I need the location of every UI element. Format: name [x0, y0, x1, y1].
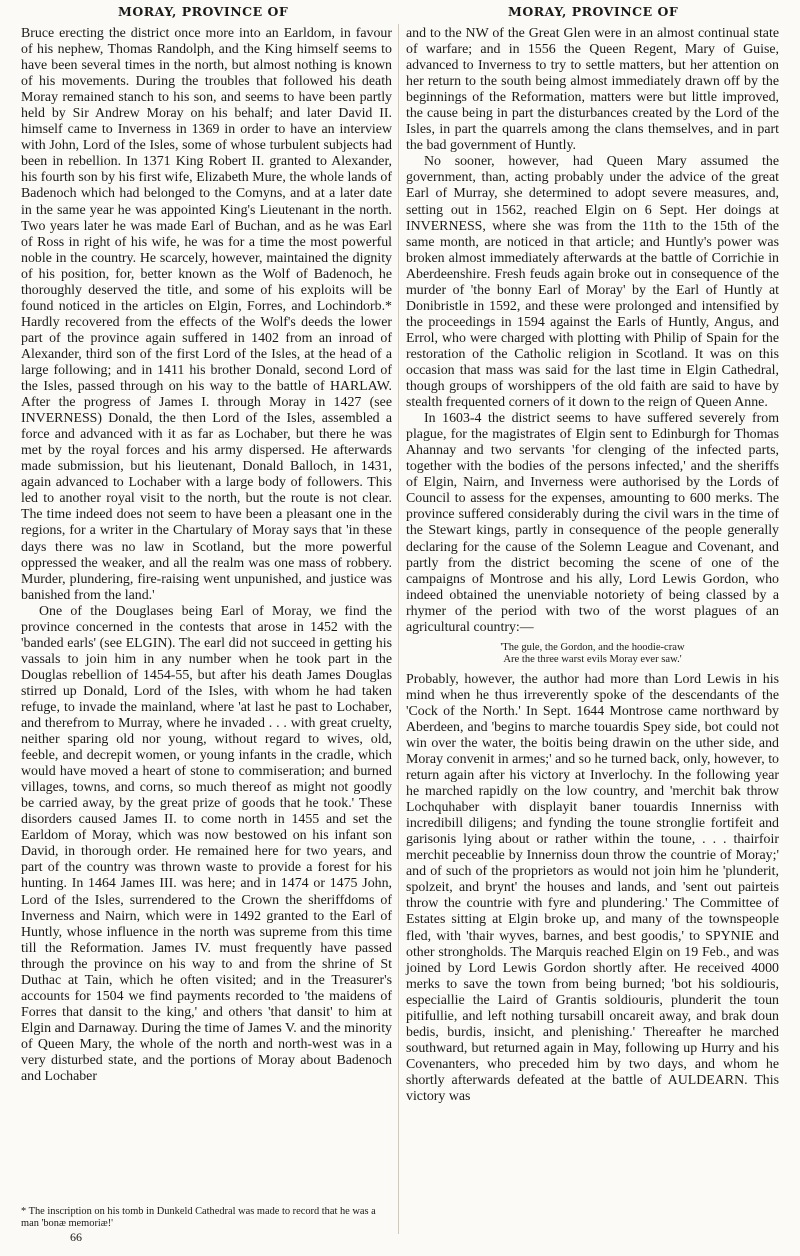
right-paragraph-2: No sooner, however, had Queen Mary assumed the government, than, acting probably under the advice of the great Earl of Murray, she determined to adopt severe measures, and, setting out in 1562, reached Elgin on 6 Sept. Her doings at INVERNESS, where she was from the 11th to the 15th of the same month, are noticed in that article; and Huntly's power was broken almost immediately afterwards at the battle of Corrichie in Aberdeenshire. Fresh feuds again broke out in consequence of the murder of 'the bonny Earl of Moray' by the Earl of Huntly at Donibristle in 1592, and these were prolonged and intensified by the proceedings in 1594 against the Earls of Huntly, Angus, and Errol, who were charged with plotting with Philip of Spain for the restoration of the Catholic religion in Scotland. It was on this occasion that mass was said for the last time in Elgin Cathedral, though groups of worshippers of the old faith are said to have by stealth frequented corners of it down to the reign of Queen Anne.	[406, 154, 779, 411]
footnote: * The inscription on his tomb in Dunkeld Cathedral was made to record that he was a man 'bonæ memoriæ!'	[21, 1206, 376, 1229]
right-column	[406, 26, 779, 1105]
right-paragraph-4: Probably, however, the author had more than Lord Lewis in his mind when he thus irreverently spoke of the descendants of the 'Cock of the North.' In Sept. 1644 Montrose came northward by Aberdeen, and 'begins to marche touardis Spey side, bot could not win over the water, the boitis being drawin on the uther side, and Moray convenit in armes;' and so he turned back, only, however, to return again after his victory at Inverlochy. In the following year he marched rapidly on the low country, and 'merchit bak throw Lochquhaber with displayit baner touardis Innerniss with incredibill diligens; and fynding the toune stronglie fortifeit and garisonis lying about or rather within the toune, . . . thairfoir merchit peceablie by Innerniss doun throw the countrie of Moray;' and of such of the proprietors as would not join him he 'plunderit, spolzeit, and brynt' the houses and lands, and 'sent out pairteis throw the countrie with fyre and plundering.' The Committee of Estates sitting at Elgin broke up, and many of the townspeople fled, with 'thair wyves, barnes, and best goodis,' to SPYNIE and other strongholds. The Marquis reached Elgin on 19 Feb., and was joined by Lord Lewis Gordon shortly after. He received 4000 merks to save the town from being burned; 'bot his soldiouris, especiallie the Laird of Grantis soldiouris, plunderit the toun pitifullie, and left nothing tursabill oncareit away, and brak doun bedis, burdis, insicht, and plenishing.' Thereafter he marched southward, but returned again in May, following up Hurry and his Covenanters, who preceded him by two days, and whom he shortly afterwards defeated at the battle of AULDEARN. This victory was	[406, 671, 779, 1104]
page-number: 66	[70, 1230, 82, 1244]
left-paragraph-1: Bruce erecting the district once more into an Earldom, in favour of his nephew, Thomas Randolph, and the King himself seems to have been several times in the north, but almost nothing is known of his movements. During the troubles that followed his death Moray remained stanch to his son, and seems to have been partly held by Sir Andrew Moray on his behalf; and later David II. himself came to Inverness in 1369 in order to have an interview with John, Lord of the Isles, some of whose turbulent subjects had been in rebellion. In 1371 King Robert II. granted to Alexander, his fourth son by his first wife, Elizabeth Mure, the whole lands of Badenoch which had belonged to the Comyns, and at a later date in the same year he was appointed King's Lieutenant in the north. Two years later he was made Earl of Buchan, and as he was Earl of Ross in right of his wife, he was for a time the most powerful noble in the country. He scarcely, however, maintained the dignity of his position, for, better known as the Wolf of Badenoch, he thoroughly deserved the title, and some of his exploits will be found noticed in the articles on Elgin, Forres, and Lochindorb.* Hardly recovered from the effects of the Wolf's deeds the lower part of the province again suffered in 1402 from an inroad of Alexander, third son of the first Lord of the Isles, at the head of a large following; and in 1411 his brother Donald, second Lord of the Isles, passed through on his way to the battle of HARLAW. After the progress of James I. through Moray in 1427 (see INVERNESS) Donald, the then Lord of the Isles, assembled a force and advanced with it as far as Lochaber, but there he was met by the royal forces and his army dispersed. He afterwards made submission, but his lieutenant, Donald Balloch, in 1431, again advanced to Lochaber with a large body of followers. This led to another royal visit to the north, but the route is not clear. The time indeed does not seem to have been a pleasant one in the regions, for a writer in the Chartulary of Moray says that 'in these days there was no law in Scotland, but the more powerful oppressed the weaker, and all the realm was one mass of robbery. Murder, plundering, fire-raising went unpunished, and justice was banished from the land.'	[21, 26, 392, 603]
verse-quote	[406, 642, 779, 666]
right-paragraph-3: In 1603-4 the district seems to have suffered severely from plague, for the magistrates of Elgin sent to Edinburgh for Thomas Ahannay and two servants 'for clenging of the infected parts, together with the bodies of the persons infected,' and the sheriffs of Elgin, Nairn, and Inverness were authorised by the Lords of Council to assess for the expenses, amounting to 600 merks. The province suffered considerably during the civil wars in the time of the Stewart kings, partly in consequence of the people generally declaring for the cause of the Solemn League and Covenant, and partly from the district becoming the scene of one of the campaigns of Montrose and his ally, Lord Lewis Gordon, who indeed obtained the unenviable notoriety of being classed by a rhymer of the period with two of the worst plagues of an agricultural country:—	[406, 411, 779, 635]
verse-line-1: 'The gule, the Gordon, and the hoodie-craw	[500, 641, 685, 653]
left-column	[21, 26, 392, 1085]
column-divider	[398, 24, 399, 1234]
left-paragraph-2: One of the Douglases being Earl of Moray, we find the province concerned in the contests that arose in 1452 with the 'banded earls' (see ELGIN). The earl did not succeed in getting his vassals to join him in any number when he took part in the Douglas rebellion of 1454-55, but after his death James Douglas stirred up Donald, Lord of the Isles, with whom he had taken refuge, to invade the mainland, where 'at last he past to Lochaber, and therefrom to Murray, where he invaded . . . with great cruelty, neither sparing old nor young, without regard to wives, old, feeble, and decrepit women, or young infants in the cradle, which would have moved a heart of stone to commiseration; and burned villages, towns, and corns, so much thereof as might not goodly be carried away, by the great prize of goods that he took.' These disorders caused James II. to come north in 1455 and set the Earldom of Moray, which was now bestowed on his infant son David, in thorough order. He remained here for two years, and part of the country was thrown waste to provide a forest for his hunting. In 1464 James III. was here; and in 1474 or 1475 John, Lord of the Isles, surrendered to the Crown the sheriffdoms of Inverness and Nairn, which were in 1492 granted to the Earl of Huntly, whose influence in the north was supreme from this time till the Reformation. James IV. must frequently have passed through the province on his way to and from the shrine of St Duthac at Tain, which he often visited; and in the Treasurer's accounts for 1504 we find payments recorded to 'the maidens of Forres that dansit to the king,' and others 'that dansit' to him at Elgin and Darnaway. During the time of James V. and the minority of Queen Mary, the whole of the north and north-west was in a very disturbed state, and the portions of Moray about Badenoch and Lochaber	[21, 603, 392, 1085]
running-header-right: MORAY, PROVINCE OF	[508, 4, 679, 19]
running-header-left: MORAY, PROVINCE OF	[118, 4, 289, 19]
right-paragraph-1: and to the NW of the Great Glen were in an almost continual state of warfare; and in 1556 the Queen Regent, Mary of Guise, advanced to Inverness to try to settle matters, but her attention on her return to the south being almost immediately drawn off by the beginnings of the Reformation, matters were but little improved, the cause being in part the disturbances created by the Lord of the Isles, in part the quarrels among the clans themselves, and in part the bad government of Huntly.	[406, 26, 779, 154]
verse-line-2: Are the three warst evils Moray ever saw.'	[503, 653, 682, 665]
